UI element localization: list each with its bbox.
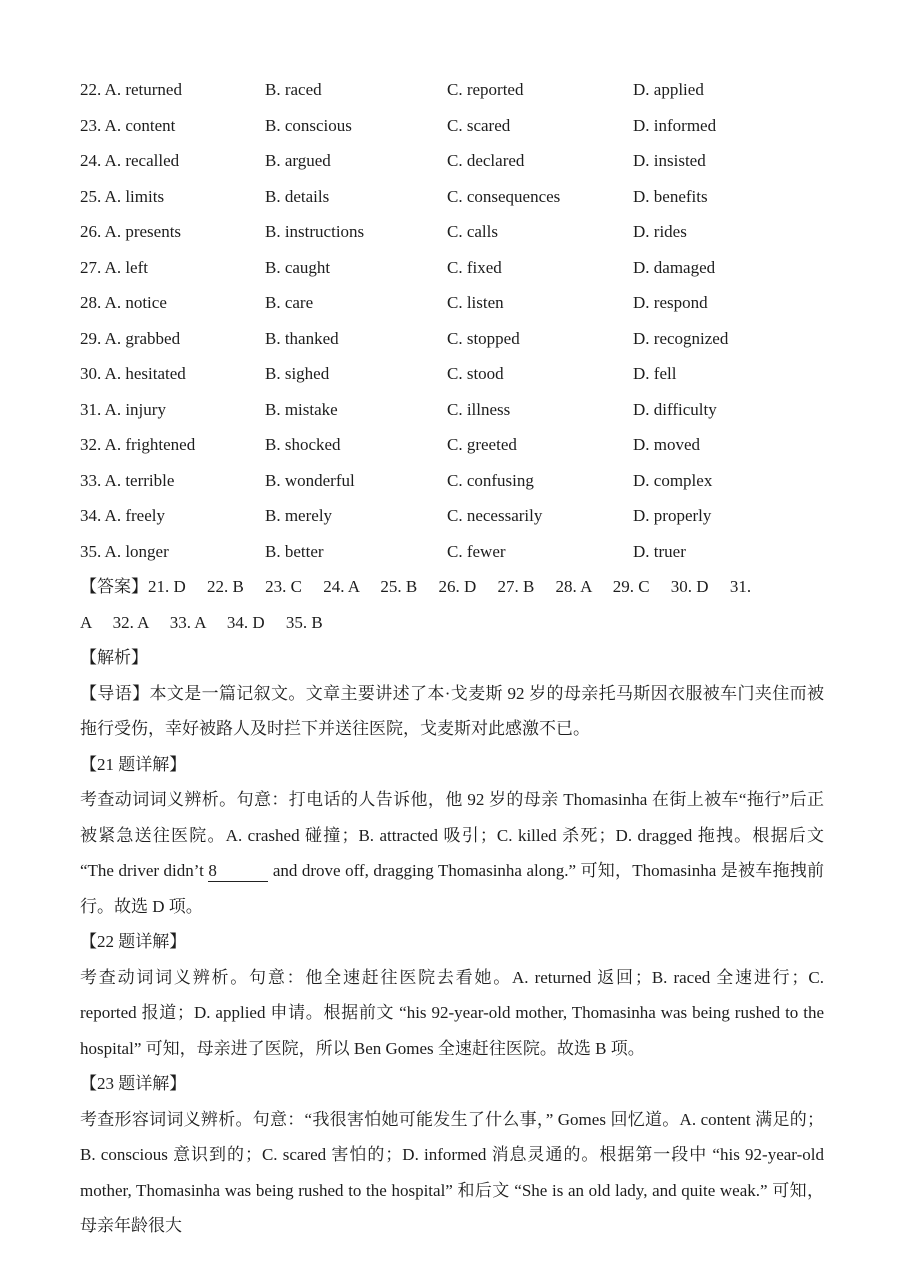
option-row-31 bbox=[80, 392, 824, 428]
option-28-b: B. care bbox=[265, 293, 314, 312]
option-row-24 bbox=[80, 143, 824, 179]
option-31-a: 31. A. injury bbox=[80, 399, 166, 419]
option-29-c: C. stopped bbox=[447, 328, 520, 348]
option-35-d: D. truer bbox=[633, 541, 686, 561]
option-row-28 bbox=[80, 285, 824, 321]
option-32-c: C. greeted bbox=[447, 435, 517, 454]
option-31-c: C. illness bbox=[447, 399, 511, 419]
option-25-d: D. benefits bbox=[633, 186, 708, 206]
q21-text-before-blank: 考查动词词义辨析。句意：打电话的人告诉他，他 92 岁的母亲 Thomasinha 在街上被车“拖行”后正被紧急送往医院。A. crashed 碰撞；B. attracted 吸引；C. killed 杀死；D. dragged 拖拽。根据后文 “The driver didn’t bbox=[80, 790, 824, 880]
analysis-heading: 【解析】 bbox=[80, 648, 148, 667]
option-27-c: C. fixed bbox=[447, 257, 502, 277]
option-24-a: 24. A. recalled bbox=[80, 151, 180, 170]
option-33-c: C. confusing bbox=[447, 470, 534, 490]
option-row-33 bbox=[80, 463, 824, 499]
option-row-23 bbox=[80, 108, 824, 144]
option-row-22 bbox=[80, 72, 824, 108]
option-27-b: B. caught bbox=[265, 257, 331, 277]
option-22-b: B. raced bbox=[265, 80, 322, 99]
option-row-27 bbox=[80, 250, 824, 286]
option-27-d: D. damaged bbox=[633, 257, 716, 277]
option-29-b: B. thanked bbox=[265, 328, 339, 348]
option-22-c: C. reported bbox=[447, 80, 524, 99]
option-row-25 bbox=[80, 179, 824, 215]
option-32-a: 32. A. frightened bbox=[80, 435, 196, 454]
option-23-d: D. informed bbox=[633, 115, 717, 135]
option-29-a: 29. A. grabbed bbox=[80, 328, 181, 348]
option-31-b: B. mistake bbox=[265, 399, 338, 419]
option-28-c: C. listen bbox=[447, 293, 504, 312]
option-34-b: B. merely bbox=[265, 506, 333, 525]
option-26-d: D. rides bbox=[633, 222, 687, 241]
q21-text-after-blank: and drove off, dragging Thomasinha along.” 可知，Thomasinha 是被车拖拽前行。故选 D 项。 bbox=[80, 861, 824, 916]
option-30-b: B. sighed bbox=[265, 364, 330, 383]
q21-heading: 【21 题详解】 bbox=[80, 754, 187, 774]
option-30-a: 30. A. hesitated bbox=[80, 364, 186, 383]
intro-paragraph: 【导语】本文是一篇记叙文。文章主要讲述了本·戈麦斯 92 岁的母亲托马斯因衣服被车门夹住而被拖行受伤，幸好被路人及时拦下并送往医院，戈麦斯对此感激不已。 bbox=[80, 683, 824, 738]
q21-blank-underline: 8 bbox=[208, 861, 268, 882]
option-34-d: D. properly bbox=[633, 506, 712, 525]
option-26-a: 26. A. presents bbox=[80, 222, 182, 241]
option-34-a: 34. A. freely bbox=[80, 506, 165, 525]
option-32-b: B. shocked bbox=[265, 435, 341, 454]
option-25-b: B. details bbox=[265, 186, 330, 206]
option-28-a: 28. A. notice bbox=[80, 293, 167, 312]
option-30-c: C. stood bbox=[447, 364, 504, 383]
option-33-d: D. complex bbox=[633, 470, 713, 490]
option-24-d: D. insisted bbox=[633, 151, 706, 170]
option-28-d: D. respond bbox=[633, 293, 708, 312]
option-22-a: 22. A. returned bbox=[80, 80, 182, 99]
document-content bbox=[80, 72, 824, 1244]
option-23-c: C. scared bbox=[447, 115, 511, 135]
option-35-b: B. better bbox=[265, 541, 324, 561]
cloze-options-table bbox=[80, 72, 824, 569]
q23-heading: 【23 题详解】 bbox=[80, 1074, 187, 1093]
answers-line-2: A 32. A 33. A 34. D 35. B bbox=[80, 612, 323, 632]
option-24-c: C. declared bbox=[447, 151, 525, 170]
option-33-a: 33. A. terrible bbox=[80, 470, 175, 490]
option-26-c: C. calls bbox=[447, 222, 498, 241]
option-23-b: B. conscious bbox=[265, 115, 352, 135]
answers-section bbox=[80, 569, 824, 640]
option-row-34 bbox=[80, 498, 824, 534]
option-23-a: 23. A. content bbox=[80, 115, 176, 135]
option-25-c: C. consequences bbox=[447, 186, 561, 206]
option-26-b: B. instructions bbox=[265, 222, 365, 241]
option-29-d: D. recognized bbox=[633, 328, 729, 348]
option-24-b: B. argued bbox=[265, 151, 331, 170]
option-34-c: C. necessarily bbox=[447, 506, 543, 525]
option-30-d: D. fell bbox=[633, 364, 677, 383]
answers-line-1: 【答案】21. D 22. B 23. C 24. A 25. B 26. D 27. B 28. A 29. C 30. D 31. bbox=[80, 577, 752, 596]
option-22-d: D. applied bbox=[633, 80, 704, 99]
option-33-b: B. wonderful bbox=[265, 470, 355, 490]
option-32-d: D. moved bbox=[633, 435, 701, 454]
option-31-d: D. difficulty bbox=[633, 399, 717, 419]
option-row-26 bbox=[80, 214, 824, 250]
q21-explanation bbox=[80, 782, 824, 924]
option-25-a: 25. A. limits bbox=[80, 186, 165, 206]
option-row-35 bbox=[80, 534, 824, 570]
q22-heading: 【22 题详解】 bbox=[80, 932, 187, 951]
option-row-32 bbox=[80, 427, 824, 463]
option-row-30 bbox=[80, 356, 824, 392]
option-35-a: 35. A. longer bbox=[80, 541, 169, 561]
option-row-29 bbox=[80, 321, 824, 357]
option-27-a: 27. A. left bbox=[80, 257, 148, 277]
q22-explanation: 考查动词词义辨析。句意：他全速赶往医院去看她。A. returned 返回；B. raced 全速进行；C. reported 报道；D. applied 申请。根据前文 “his 92-year-old mother, Thomasinha was being rushed to the hospital” 可知，母亲进了医院，所以 Ben Gomes 全速赶往医院。故选 B 项。 bbox=[80, 967, 824, 1058]
option-35-c: C. fewer bbox=[447, 541, 506, 561]
q23-explanation: 考查形容词词义辨析。句意：“我很害怕她可能发生了什么事，” Gomes 回忆道。A. content 满足的；B. conscious 意识到的；C. scared 害怕的；D. informed 消息灵通的。根据第一段中 “his 92-year-old mother, Thomasinha was being rushed to the hospital” 和后文 “She is an old lady, and quite weak.” 可知，母亲年龄很大 bbox=[80, 1109, 824, 1235]
